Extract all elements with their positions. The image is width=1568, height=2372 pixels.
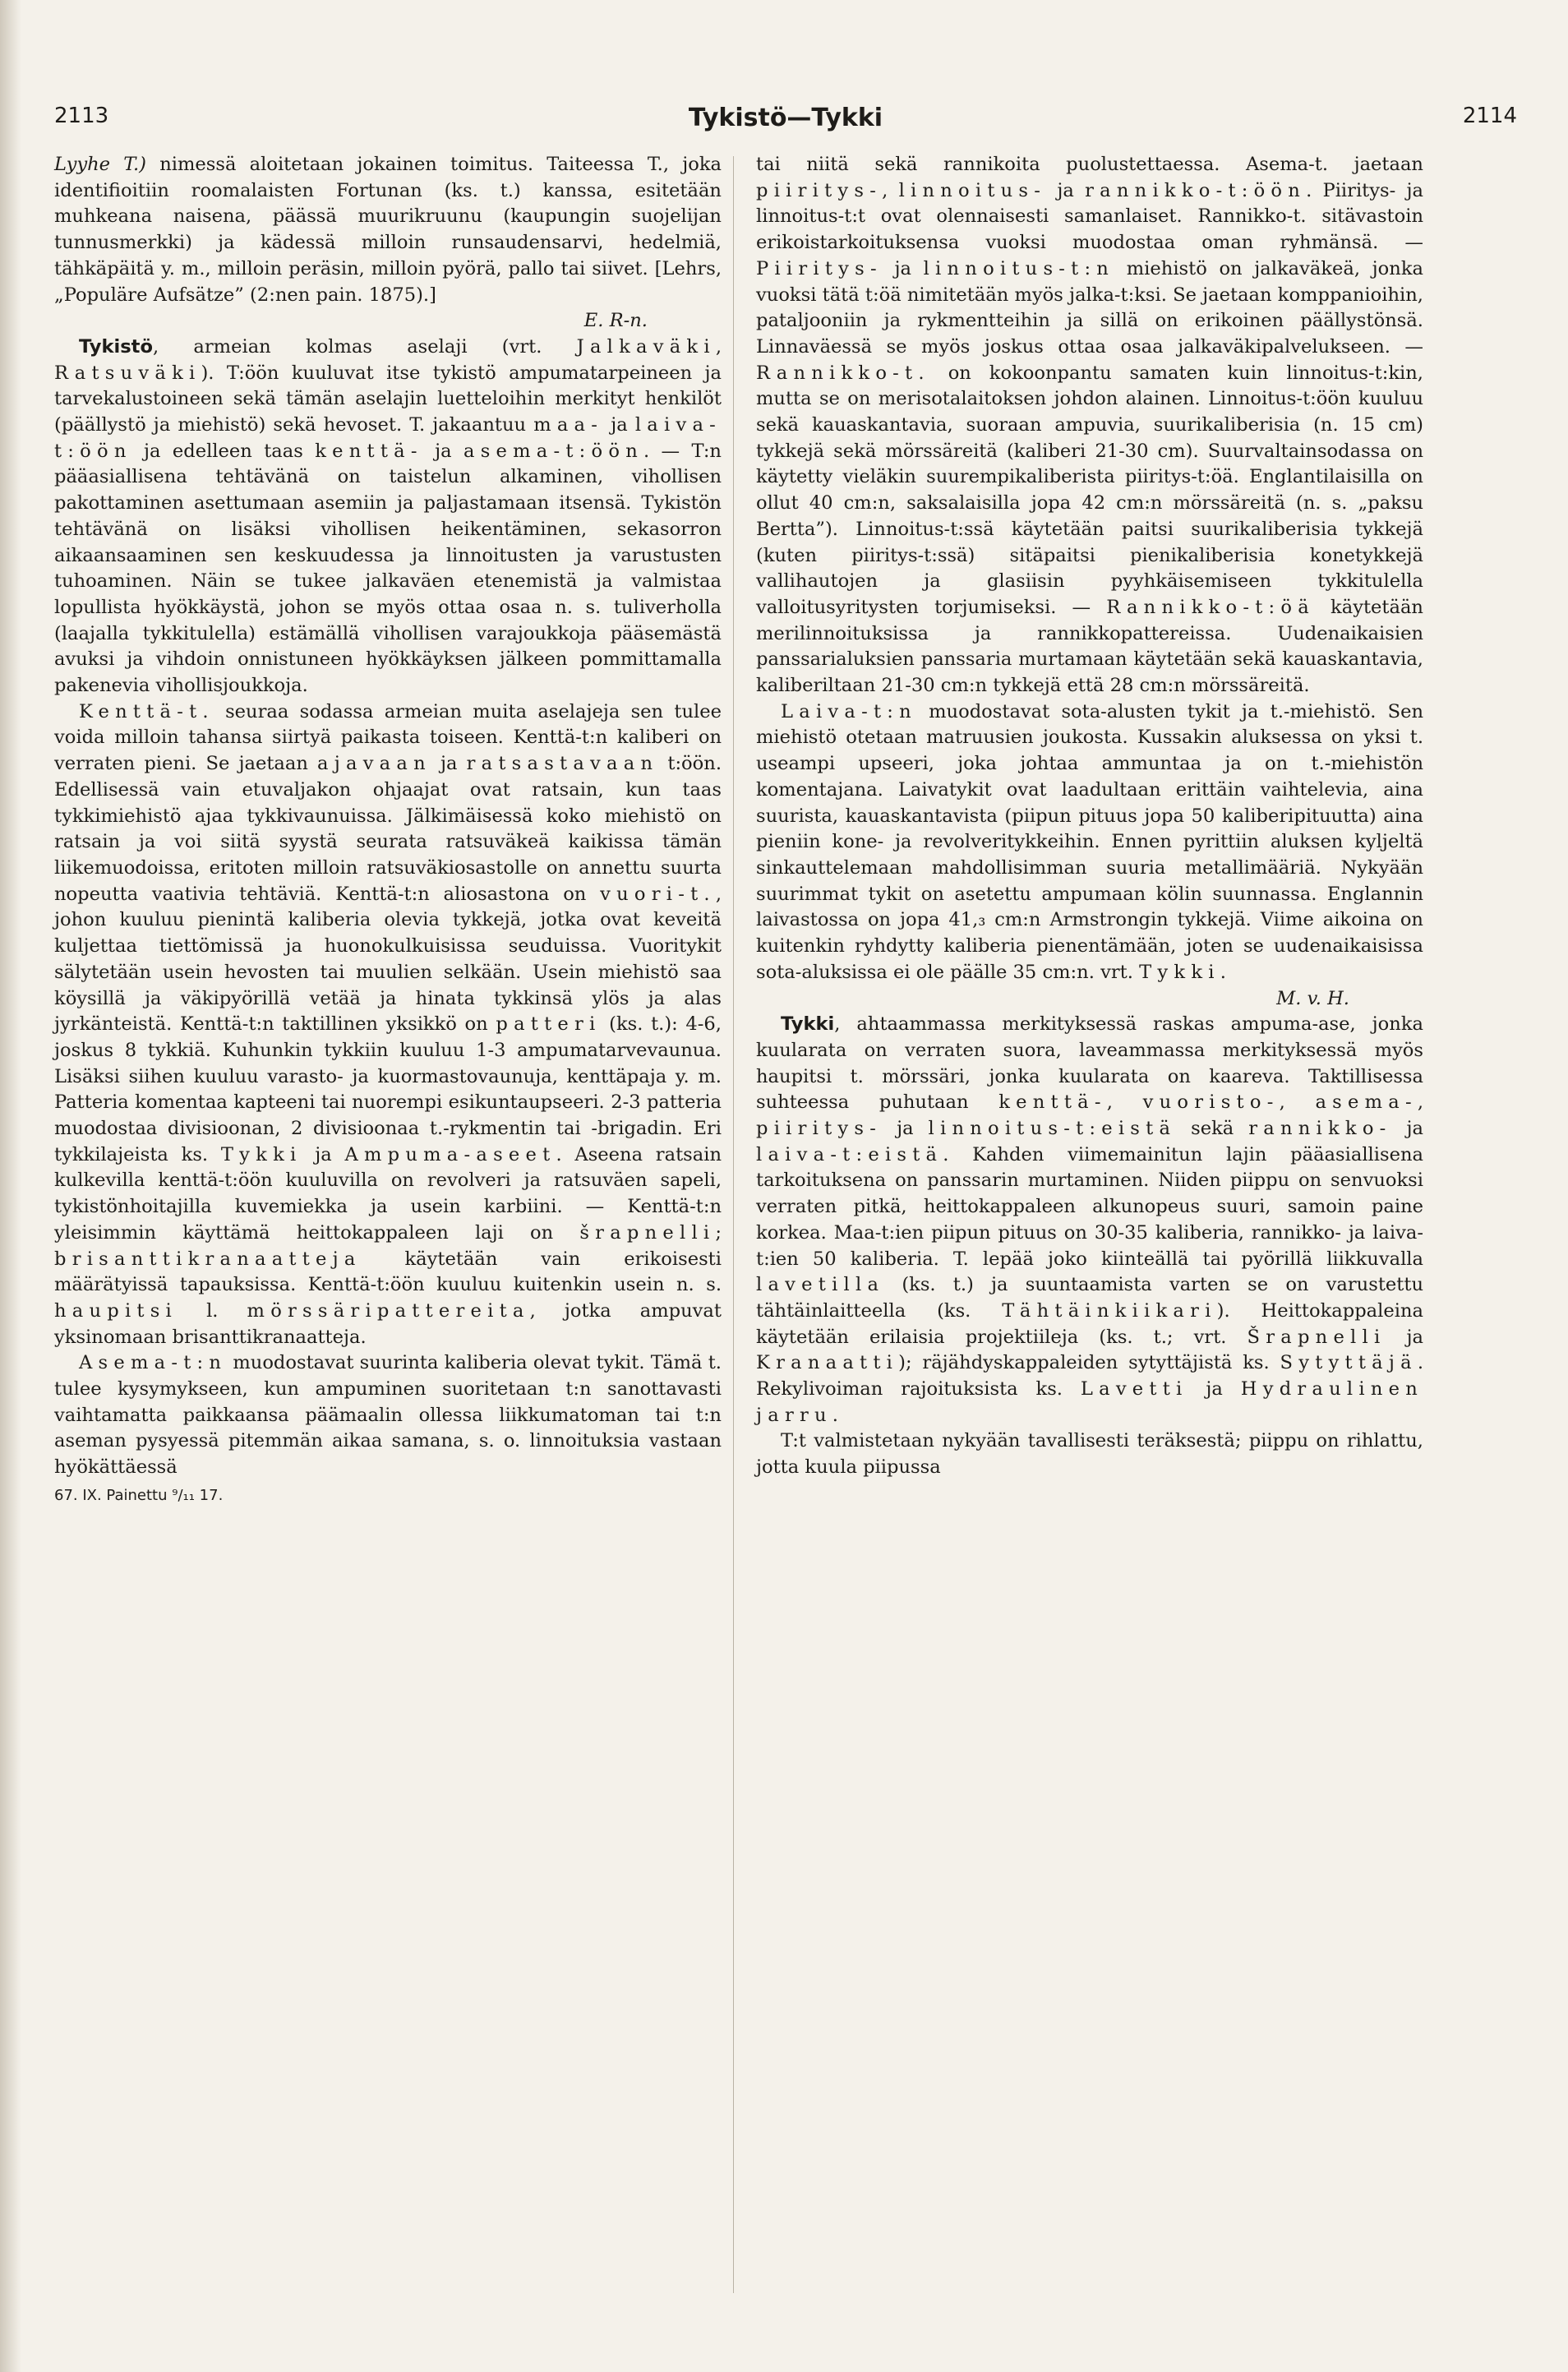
paragraph-kentta-t: Kenttä-t. seuraa sodassa armeian muita aselajeja sen tulee voida milloin tahansa siirtyä paikasta toiseen. Kenttä-t:n kaliberi on verraten pieni. Se jaetaan ajavaan ja ratsastavaan t:öön. Edellisessä vain etuvaljakon ohjaajat ovat ratsain, kun taas tykkimiehistö ajaa tykkivaunuissa. Jälkimäisessä koko miehistö on ratsain ja voi siitä syystä seurata ratsuväkeä kaikissa tämän liikemuodoissa, eritoten milloin ratsuväkiosastolle on annettu suurta nopeutta vaativia tehtäviä. Kenttä-t:n aliosastona on vuori-t., johon kuuluu pienintä kaliberia olevia tykkejä, jotka ovat keveitä kuljettaa tiettömissä ja huonokulkuisissa seuduissa. Vuoritykit sälytetään usein hevosten tai muulien selkään. Usein miehistö saa köysillä ja väkipyörillä vetää ja hinata tykkinsä ylös ja alas jyrkänteistä. Kenttä-t:n taktillinen yksikkö on patteri (ks. t.): 4-6, joskus 8 tykkiä. Kuhunkin tykkiin kuuluu 1-3 ampumatarvevaunua. Lisäksi siihen kuuluu varasto- ja kuormastovaunuja, kenttäpaja y. m. Patteria komentaa kapteeni tai nuorempi esikuntaupseeri. 2-3 patteria muodostaa divisioonan, 2 divisioonaa t.-rykmentin tai -brigadin. Eri tykkilajeista ks. Tykki ja Ampuma-aseet. Aseena ratsain kulkevilla kenttä-t:öön kuuluvilla on revolveri ja ratsuväen sapeli, tykistönhoitajilla kuvemiekka ja usein karbiini. — Kenttä-t:n yleisimmin käyttämä heittokappaleen laji on šrapnelli; brisanttikranaatteja käytetään vain erikoisesti määrätyissä tapauksissa. Kenttä-t:öön kuuluu kuitenkin usein n. s. haupitsi l. mörssäripattereita, jotka ampuvat yksinomaan brisanttikranaatteja. bbox=[54, 700, 722, 1348]
right-column bbox=[756, 152, 1423, 1481]
printer-footer: 67. IX. Painettu ⁹/₁₁ 17. bbox=[54, 1486, 224, 1504]
paragraph-fortuna-end: Lyyhe T.) nimessä aloitetaan jokainen toimitus. Taiteessa T., joka identifioitiin roomalaisten Fortunan (ks. t.) kanssa, esitetään muhkeana naisena, päässä muurikruunu (kaupungin suojelijan tunnusmerkki) ja kädessä milloin runsaudensarvi, hedelmiä, tähkäpäitä y. m., milloin peräsin, milloin pyörä, pallo tai siivet. [Lehrs, „Populäre Aufsätze” (2:nen pain. 1875).] bbox=[54, 154, 722, 306]
left-column bbox=[54, 152, 722, 1509]
paragraph-laiva-t: Laiva-t:n muodostavat sota-alusten tykit ja t.-miehistö. Sen miehistö otetaan matruusien joukosta. Kussakin aluksessa on yksi t. useampi upseeri, joka johtaa ammuntaa ja on t.-miehistön komentajana. Laivatykit ovat laadultaan erittäin vaihtelevia, aina suurista, kauaskantavista (piipun pituus jopa 50 kaliberipituutta) aina pieniin kone- ja revolveritykkeihin. Ennen pyrittiin aluksen kyljeltä sinkauttelemaan mahdollisimman suuria metallimääriä. Nykyään suurimmat tykit on asetettu ampumaan kölin suunnassa. Englannin laivastossa on jopa 41,₃ cm:n Armstrongin tykkejä. Viime aikoina on kuitenkin ryhdytty kaliberia pienentämään, joten se uudenaikaisissa sota-aluksissa ei ole päälle 35 cm:n. vrt. Tykki. bbox=[756, 700, 1423, 983]
paragraph-asema-continued: tai niitä sekä rannikoita puolustettaessa. Asema-t. jaetaan piiritys-, linnoitus- ja rannikko-t:öön. Piiritys- ja linnoitus-t:t ovat olennaisesti samanlaiset. Rannikko-t. sitävastoin erikoistarkoituksensa vuoksi muodostaa oman ryhmänsä. — Piiritys- ja linnoitus-t:n miehistö on jalkaväkeä, jonka vuoksi tätä t:öä nimitetään myös jalka-t:ksi. Se jaetaan komppanioihin, pataljooniin ja rykmentteihin ja sillä on erikoinen päällystönsä. Linnaväessä se myös joskus ottaa osaa jalkaväkipalvelukseen. — Rannikko-t. on kokoonpantu samaten kuin linnoitus-t:kin, mutta se on merisotalaitoksen johdon alainen. Linnoitus-t:öön kuuluu sekä kauaskantavia, suoraan ampuvia, suurikaliberisia (n. 15 cm) tykkejä sekä mörssäreitä (kaliberi 21-30 cm). Suurvaltainsodassa on käytetty vieläkin suurempikaliberista piiritys-t:öä. Englantilaisilla on ollut 40 cm:n, saksalaisilla jopa 42 cm:n mörssäreitä (n. s. „paksu Bertta”). Linnoitus-t:ssä käytetään paitsi suurikaliberisia tykkejä (kuten piiritys-t:ssä) sitäpaitsi pienikaliberisia konetykkejä vallihautojen ja glasiisin pyyhkäisemiseen tykkitulella valloitusyritysten torjumiseksi. — Rannikko-t:öä käytetään merilinnoituksissa ja rannikkopattereissa. Uudenaikaisien panssarialuksien panssaria murtamaan käytetään sekä kauaskantavia, kaliberiltaan 21-30 cm:n tykkejä että 28 cm:n mörssäreitä. bbox=[756, 154, 1423, 697]
author-signature: M. v. H. bbox=[1276, 987, 1349, 1009]
headword-tykki: Tykki bbox=[781, 1013, 835, 1036]
author-signature: E. R-n. bbox=[583, 310, 648, 332]
article-tykisto: Tykistö, armeian kolmas aselaji (vrt. Jalkaväki, Ratsuväki). T:öön kuuluvat itse tykistö ampumatarpeineen ja tarvekalustoineen sekä tämän aselajin luetteloihin merkityt henkilöt (päällystö ja miehistö) sekä hevoset. T. jakaantuu maa- ja laiva-t:öön ja edelleen taas kenttä- ja asema-t:öön. — T:n pääasiallisena tehtävänä on taistelun alkaminen, vihollisen pakottaminen asettumaan asemiin ja paljastamaan itsensä. Tykistön tehtävänä on lisäksi vihollisen heikentäminen, sekasorron aikaansaaminen sen keskuudessa ja linnoitusten ja varustusten tuhoaminen. Näin se tukee jalkaväen etenemistä ja valmistaa lopullista hyökkäystä, johon se myös ottaa osaa n. s. tuliverholla (laajalla tykkitulella) estämällä vihollisen varajoukkoja pääsemästä avuksi ja vihdoin onnistuneen hyökkäyksen jälkeen pommittamalla pakenevia vihollisjoukkoja. bbox=[54, 335, 722, 697]
article-tykki: Tykki, ahtaammassa merkityksessä raskas ampuma-ase, jonka kuularata on verraten suora, laveammassa merkityksessä myös haupitsi t. mörssäri, jonka kuularata on kaareva. Taktillisessa suhteessa puhutaan kenttä-, vuoristo-, asema-, piiritys- ja linnoitus-t:eistä sekä rannikko- ja laiva-t:eistä. Kahden viimemainitun lajin pääasiallisena tarkoituksena on panssarin murtaminen. Niiden piippu on senvuoksi verraten pitkä, heittokappaleen alkunopeus suuri, samoin paine korkea. Maa-t:ien piipun pituus on 30-35 kaliberia, rannikko- ja laiva-t:ien 50 kaliberia. T. lepää joko kiinteällä tai pyörillä liikkuvalla lavetilla (ks. t.) ja suuntaamista varten se on varustettu tähtäinlaitteella (ks. Tähtäinkiikari). Heittokappaleina käytetään erilaisia projektiileja (ks. t.; vrt. Šrapnelli ja Kranaatti); räjähdyskappaleiden sytyttäjistä ks. Sytyttäjä. Rekylivoiman rajoituksista ks. Lavetti ja Hydraulinen jarru. bbox=[756, 1013, 1423, 1426]
paragraph-asema-t: Asema-t:n muodostavat suurinta kaliberia olevat tykit. Tämä t. tulee kysymykseen, kun ampuminen suoritetaan t:n sanottavasti vaihtamatta paikkaansa päämaalin ollessa liikkumatoman tai t:n aseman pysyessä pitemmän aikaa samana, s. o. linnoituksia vastaan hyökättäessä bbox=[54, 1352, 722, 1479]
headword-tykisto: Tykistö bbox=[79, 335, 153, 358]
column-divider bbox=[733, 156, 734, 2293]
page-number-right: 2114 bbox=[1462, 104, 1517, 128]
page-header bbox=[54, 104, 1517, 143]
binding-shadow bbox=[0, 0, 21, 2372]
page-number-left: 2113 bbox=[54, 104, 109, 128]
running-head: Tykistö—Tykki bbox=[688, 104, 883, 132]
paragraph-tykki-valmistus: T:t valmistetaan nykyään tavallisesti teräksestä; piippu on rihlattu, jotta kuula piipussa bbox=[756, 1430, 1423, 1479]
